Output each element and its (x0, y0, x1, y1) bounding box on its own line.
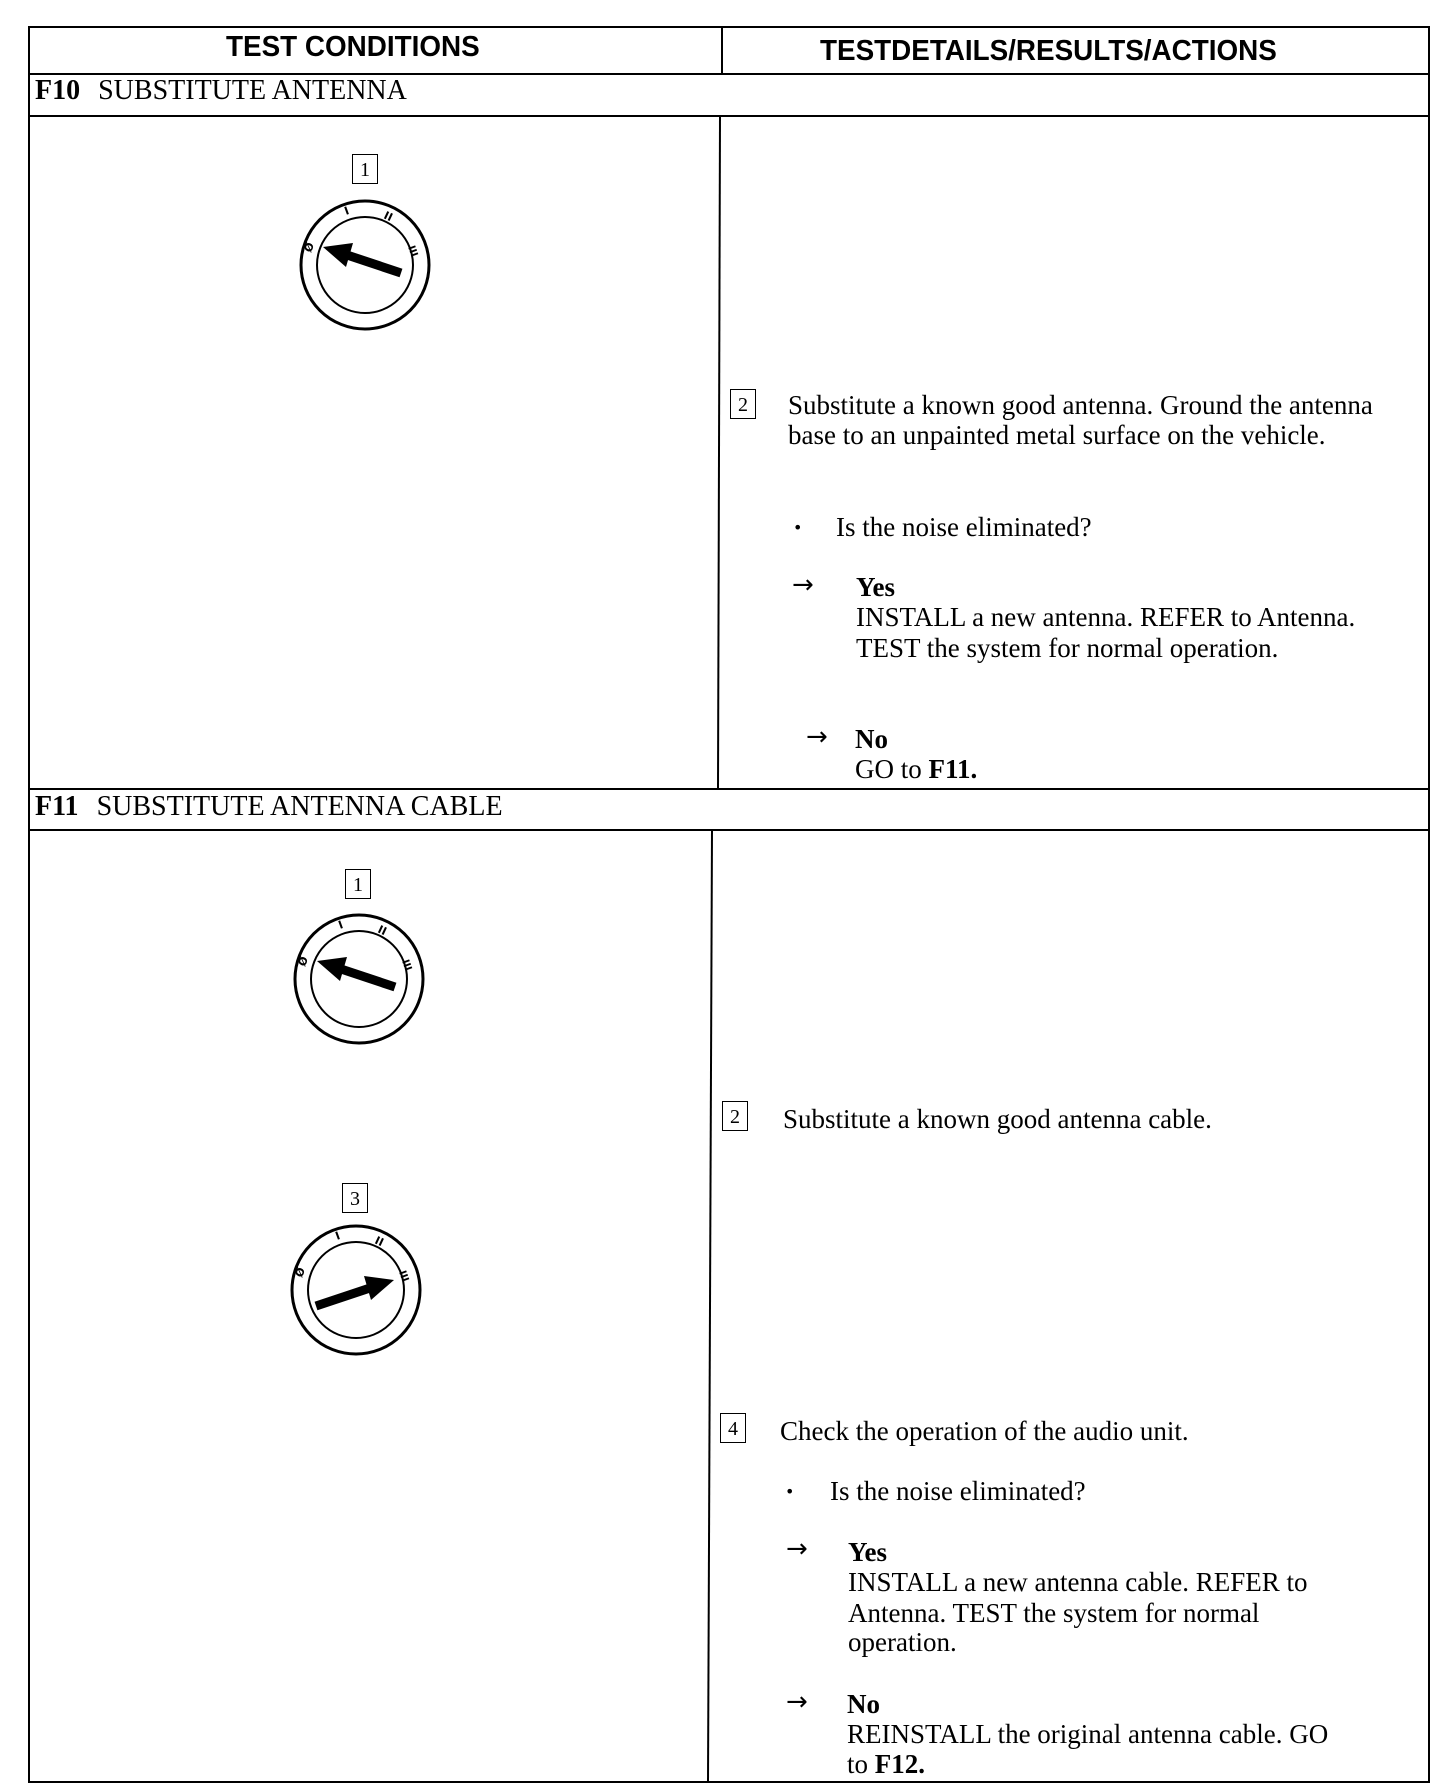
no-action-text: REINSTALL the original antenna cable. GO (847, 1719, 1329, 1749)
switch-mark-acc: I (342, 204, 351, 218)
section-name: SUBSTITUTE ANTENNA (98, 75, 407, 106)
section-id: F10 (35, 75, 81, 106)
instruction-text: Check the operation of the audio unit. (780, 1416, 1189, 1446)
arrow-right-icon: → (786, 1534, 808, 1564)
section-id: F11 (35, 791, 79, 822)
switch-mark-on: II (375, 922, 389, 939)
switch-mark-off: Ø (295, 954, 312, 969)
section-title-f10 (35, 75, 407, 107)
switch-mark-start: III (396, 1269, 411, 1284)
question-text: Is the noise eliminated? (836, 512, 1092, 542)
yes-label: Yes (856, 572, 895, 602)
bullet-icon: • (785, 1482, 795, 1501)
switch-mark-on: II (372, 1233, 386, 1250)
switch-mark-acc: I (336, 918, 345, 932)
section-name: SUBSTITUTE ANTENNA CABLE (96, 791, 503, 822)
ignition-switch-run-icon (286, 1220, 426, 1360)
step-box-1: 1 (345, 869, 371, 899)
switch-mark-start: III (399, 958, 414, 973)
arrow-right-icon: → (792, 570, 814, 600)
bullet-icon: • (793, 518, 803, 537)
go-to-target: F11. (928, 754, 978, 784)
yes-label: Yes (848, 1537, 887, 1567)
ignition-switch-off-icon (289, 909, 429, 1049)
switch-mark-start: III (405, 244, 420, 259)
switch-mark-off: Ø (301, 240, 318, 255)
no-action-text: GO to F11. (855, 754, 978, 784)
arrow-right-icon: → (806, 722, 828, 752)
switch-mark-on: II (381, 208, 395, 225)
yes-action-text: INSTALL a new antenna cable. REFER to (848, 1567, 1308, 1597)
yes-action-text: Antenna. TEST the system for normal (848, 1598, 1260, 1628)
step-box-4: 4 (720, 1413, 746, 1443)
step-box-2: 2 (730, 389, 756, 419)
no-label: No (855, 724, 888, 754)
no-label: No (847, 1689, 880, 1719)
header-test-conditions: TEST CONDITIONS (226, 31, 480, 63)
section-title-f11 (35, 791, 503, 823)
step-box-1: 1 (352, 154, 378, 184)
go-to-target: F12. (874, 1749, 926, 1779)
step-box-2: 2 (722, 1101, 748, 1131)
no-action-text: to F12. (847, 1749, 926, 1779)
arrow-right-icon: → (786, 1687, 808, 1717)
yes-action-text: operation. (848, 1627, 957, 1657)
yes-action-text: TEST the system for normal operation. (856, 633, 1279, 663)
yes-action-text: INSTALL a new antenna. REFER to Antenna. (856, 602, 1356, 632)
question-text: Is the noise eliminated? (830, 1476, 1086, 1506)
switch-mark-off: Ø (292, 1265, 309, 1280)
step-box-3: 3 (342, 1183, 368, 1213)
instruction-text: Substitute a known good antenna cable. (783, 1104, 1212, 1134)
header-test-details: TESTDETAILS/RESULTS/ACTIONS (820, 35, 1277, 67)
switch-mark-acc: I (333, 1229, 342, 1243)
instruction-text: Substitute a known good antenna. Ground the antenna base to an unpainted metal surface on the vehicle. (788, 390, 1373, 450)
ignition-switch-off-icon (295, 195, 435, 335)
